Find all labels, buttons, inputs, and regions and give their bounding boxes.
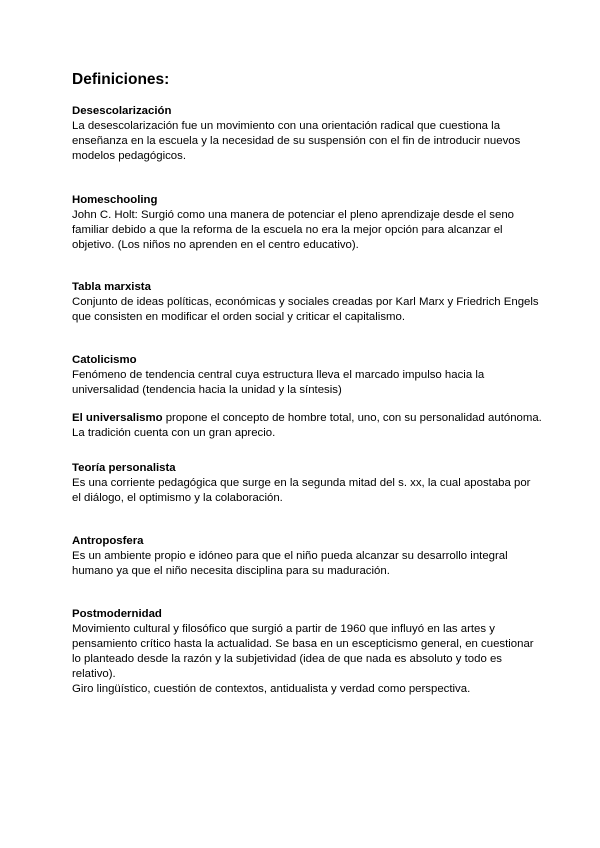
entry-definition: Es una corriente pedagógica que surge en la segunda mitad del s. xx, la cual apostaba por el diálogo, el optimismo y la colaboración. [72, 477, 531, 504]
entry-definition: John C. Holt: Surgió como una manera de potenciar el pleno aprendizaje desde el seno familiar debido a que la reforma de la escuela no era la mejor opción para alcanzar el objetivo. (Los niños no aprenden en el centro educativo). [72, 209, 514, 251]
entry-term: Teoría personalista [72, 462, 176, 474]
entry-universalismo [72, 411, 542, 441]
entry-tabla-marxista [72, 280, 542, 325]
entry-definition: propone el concepto de hombre total, uno, con su personalidad autónoma. La tradición cuenta con un gran aprecio. [72, 412, 542, 439]
entry-term: Homeschooling [72, 194, 158, 206]
entry-definition: Es un ambiente propio e idóneo para que el niño pueda alcanzar su desarrollo integral humano ya que el niño necesita disciplina para su maduración. [72, 550, 508, 577]
entry-term: Antroposfera [72, 535, 144, 547]
entry-desescolarizacion [72, 104, 542, 164]
entry-postmodernidad [72, 607, 542, 697]
entry-term: El universalismo [72, 412, 163, 424]
entry-antroposfera [72, 534, 542, 579]
entry-definition: La desescolarización fue un movimiento con una orientación radical que cuestiona la enseñanza en la escuela y la necesidad de su suspensión con el fin de introducir nuevos modelos pedagógicos. [72, 120, 521, 162]
page-title: Definiciones: [72, 71, 170, 88]
entry-definition: Conjunto de ideas políticas, económicas y sociales creadas por Karl Marx y Friedrich Engels que consisten en modificar el orden social y criticar el capitalismo. [72, 296, 539, 323]
entry-term: Catolicismo [72, 354, 137, 366]
entry-definition: Movimiento cultural y filosófico que surgió a partir de 1960 que influyó en las artes y pensamiento crítico hasta la actualidad. Se basa en un escepticismo general, en cuestionar lo planteado desde la razón y la subjetividad (idea de que nada es absoluto y todo es relativo). [72, 623, 534, 680]
entry-term: Desescolarización [72, 105, 172, 117]
entry-catolicismo [72, 353, 542, 398]
entry-definition: Fenómeno de tendencia central cuya estructura lleva el marcado impulso hacia la universalidad (tendencia hacia la unidad y la síntesis) [72, 369, 485, 396]
entry-term: Tabla marxista [72, 281, 151, 293]
entry-extra-note: Giro lingüístico, cuestión de contextos, antidualista y verdad como perspectiva. [72, 683, 471, 695]
entry-term: Postmodernidad [72, 608, 162, 620]
entry-homeschooling [72, 193, 542, 253]
entry-teoria-personalista [72, 461, 542, 506]
